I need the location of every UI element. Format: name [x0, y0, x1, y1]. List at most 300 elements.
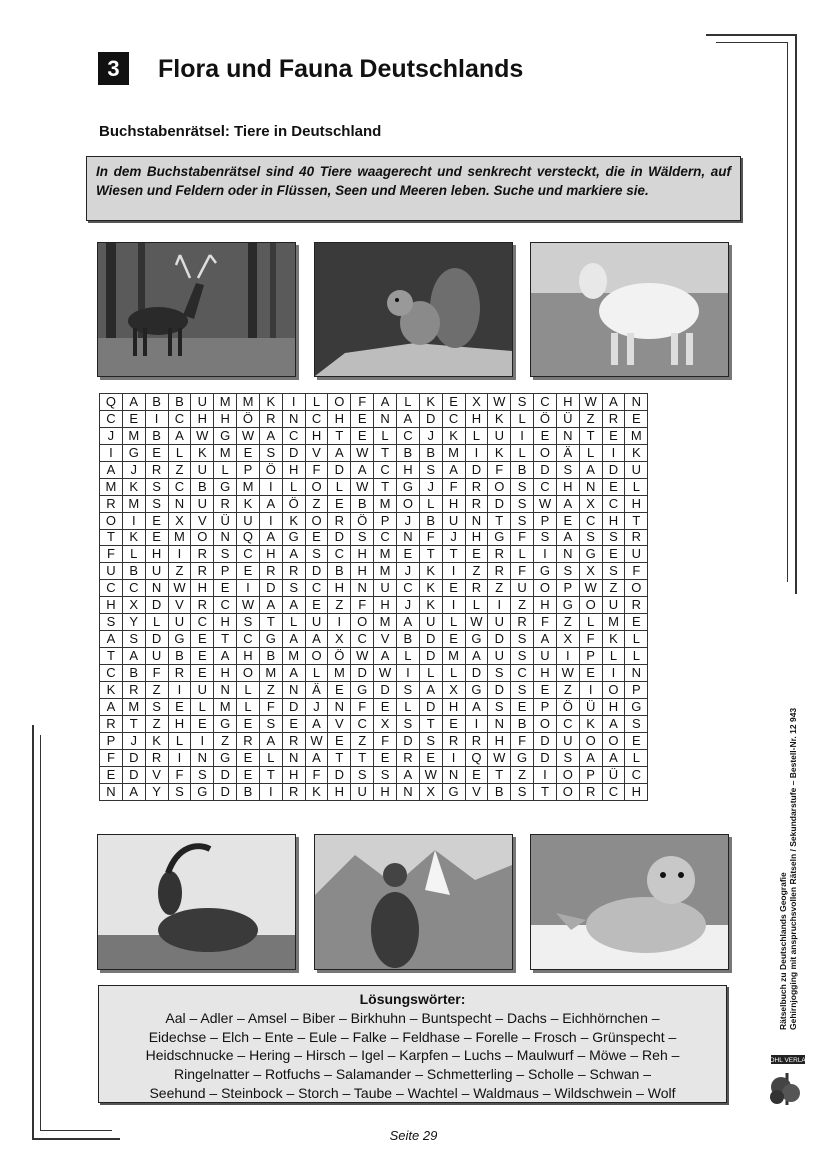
grid-cell[interactable]: A: [602, 749, 625, 766]
grid-cell[interactable]: M: [602, 614, 625, 631]
grid-cell[interactable]: W: [534, 495, 557, 512]
grid-cell[interactable]: E: [625, 614, 648, 631]
grid-cell[interactable]: A: [579, 749, 602, 766]
grid-cell[interactable]: K: [442, 427, 465, 444]
grid-cell[interactable]: D: [534, 461, 557, 478]
grid-cell[interactable]: M: [374, 546, 397, 563]
grid-cell[interactable]: T: [259, 614, 282, 631]
grid-cell[interactable]: S: [191, 766, 214, 783]
grid-cell[interactable]: I: [100, 444, 123, 461]
grid-cell[interactable]: S: [511, 394, 534, 411]
grid-cell[interactable]: J: [100, 427, 123, 444]
grid-cell[interactable]: R: [168, 665, 191, 682]
grid-cell[interactable]: D: [374, 681, 397, 698]
grid-cell[interactable]: A: [282, 665, 305, 682]
grid-cell[interactable]: O: [602, 732, 625, 749]
grid-cell[interactable]: K: [100, 681, 123, 698]
grid-cell[interactable]: R: [214, 495, 237, 512]
grid-cell[interactable]: M: [625, 427, 648, 444]
grid-cell[interactable]: X: [419, 783, 442, 800]
grid-cell[interactable]: E: [328, 681, 351, 698]
grid-cell[interactable]: T: [214, 631, 237, 648]
grid-cell[interactable]: V: [168, 597, 191, 614]
grid-cell[interactable]: N: [214, 529, 237, 546]
grid-cell[interactable]: N: [351, 580, 374, 597]
grid-cell[interactable]: H: [214, 614, 237, 631]
grid-cell[interactable]: D: [396, 732, 419, 749]
grid-cell[interactable]: H: [556, 478, 579, 495]
grid-cell[interactable]: B: [122, 665, 145, 682]
grid-cell[interactable]: A: [534, 631, 557, 648]
grid-cell[interactable]: I: [556, 648, 579, 665]
grid-cell[interactable]: Z: [328, 597, 351, 614]
grid-cell[interactable]: Ü: [579, 698, 602, 715]
grid-cell[interactable]: E: [237, 715, 260, 732]
grid-cell[interactable]: A: [259, 427, 282, 444]
grid-cell[interactable]: V: [374, 631, 397, 648]
grid-cell[interactable]: K: [602, 631, 625, 648]
grid-cell[interactable]: T: [579, 427, 602, 444]
grid-cell[interactable]: X: [328, 631, 351, 648]
grid-cell[interactable]: A: [305, 749, 328, 766]
grid-cell[interactable]: E: [442, 580, 465, 597]
grid-cell[interactable]: L: [396, 648, 419, 665]
grid-cell[interactable]: E: [374, 749, 397, 766]
grid-cell[interactable]: E: [602, 546, 625, 563]
grid-cell[interactable]: L: [442, 665, 465, 682]
grid-cell[interactable]: Q: [100, 394, 123, 411]
grid-cell[interactable]: G: [214, 427, 237, 444]
grid-cell[interactable]: U: [556, 732, 579, 749]
grid-cell[interactable]: L: [145, 614, 168, 631]
grid-cell[interactable]: A: [328, 444, 351, 461]
grid-cell[interactable]: W: [351, 648, 374, 665]
grid-cell[interactable]: U: [145, 563, 168, 580]
grid-cell[interactable]: N: [625, 665, 648, 682]
grid-cell[interactable]: X: [579, 495, 602, 512]
grid-cell[interactable]: I: [534, 766, 557, 783]
grid-cell[interactable]: O: [100, 512, 123, 529]
grid-cell[interactable]: W: [556, 665, 579, 682]
grid-cell[interactable]: S: [396, 681, 419, 698]
grid-cell[interactable]: H: [214, 410, 237, 427]
grid-cell[interactable]: F: [488, 461, 511, 478]
grid-cell[interactable]: B: [122, 563, 145, 580]
grid-cell[interactable]: F: [534, 614, 557, 631]
grid-cell[interactable]: W: [579, 394, 602, 411]
grid-cell[interactable]: G: [168, 631, 191, 648]
grid-cell[interactable]: D: [282, 698, 305, 715]
grid-cell[interactable]: E: [305, 597, 328, 614]
grid-cell[interactable]: W: [237, 597, 260, 614]
grid-cell[interactable]: E: [168, 698, 191, 715]
grid-cell[interactable]: H: [214, 665, 237, 682]
grid-cell[interactable]: Ü: [214, 512, 237, 529]
grid-cell[interactable]: R: [579, 783, 602, 800]
grid-cell[interactable]: C: [579, 512, 602, 529]
grid-cell[interactable]: A: [100, 461, 123, 478]
grid-cell[interactable]: D: [328, 461, 351, 478]
grid-cell[interactable]: N: [282, 681, 305, 698]
grid-cell[interactable]: N: [328, 698, 351, 715]
grid-cell[interactable]: L: [625, 749, 648, 766]
grid-cell[interactable]: H: [259, 546, 282, 563]
grid-cell[interactable]: H: [351, 563, 374, 580]
grid-cell[interactable]: U: [419, 614, 442, 631]
grid-cell[interactable]: Ö: [534, 410, 557, 427]
grid-cell[interactable]: L: [511, 410, 534, 427]
grid-cell[interactable]: T: [351, 749, 374, 766]
grid-cell[interactable]: O: [556, 766, 579, 783]
grid-cell[interactable]: A: [374, 394, 397, 411]
grid-cell[interactable]: S: [374, 766, 397, 783]
grid-cell[interactable]: I: [191, 732, 214, 749]
grid-cell[interactable]: K: [122, 478, 145, 495]
grid-cell[interactable]: L: [282, 614, 305, 631]
grid-cell[interactable]: H: [168, 715, 191, 732]
grid-cell[interactable]: S: [419, 461, 442, 478]
grid-cell[interactable]: Z: [168, 563, 191, 580]
grid-cell[interactable]: C: [534, 478, 557, 495]
grid-cell[interactable]: L: [579, 614, 602, 631]
grid-cell[interactable]: Z: [305, 495, 328, 512]
grid-cell[interactable]: C: [282, 427, 305, 444]
grid-cell[interactable]: H: [465, 529, 488, 546]
grid-cell[interactable]: Q: [465, 749, 488, 766]
grid-cell[interactable]: D: [465, 665, 488, 682]
grid-cell[interactable]: S: [511, 478, 534, 495]
grid-cell[interactable]: R: [100, 715, 123, 732]
grid-cell[interactable]: T: [488, 766, 511, 783]
grid-cell[interactable]: C: [396, 580, 419, 597]
grid-cell[interactable]: D: [488, 495, 511, 512]
grid-cell[interactable]: J: [305, 698, 328, 715]
grid-cell[interactable]: V: [465, 783, 488, 800]
grid-cell[interactable]: W: [168, 580, 191, 597]
grid-cell[interactable]: Z: [556, 614, 579, 631]
grid-cell[interactable]: C: [305, 410, 328, 427]
grid-cell[interactable]: K: [419, 394, 442, 411]
grid-cell[interactable]: A: [351, 461, 374, 478]
grid-cell[interactable]: R: [122, 681, 145, 698]
grid-cell[interactable]: I: [534, 546, 557, 563]
grid-cell[interactable]: T: [419, 546, 442, 563]
grid-cell[interactable]: U: [100, 563, 123, 580]
grid-cell[interactable]: G: [214, 478, 237, 495]
grid-cell[interactable]: E: [191, 665, 214, 682]
grid-cell[interactable]: L: [419, 665, 442, 682]
grid-cell[interactable]: X: [168, 512, 191, 529]
grid-cell[interactable]: H: [488, 732, 511, 749]
grid-cell[interactable]: R: [625, 529, 648, 546]
grid-cell[interactable]: Z: [259, 681, 282, 698]
grid-cell[interactable]: L: [396, 698, 419, 715]
grid-cell[interactable]: L: [625, 648, 648, 665]
grid-cell[interactable]: J: [396, 563, 419, 580]
grid-cell[interactable]: U: [191, 681, 214, 698]
grid-cell[interactable]: R: [191, 563, 214, 580]
grid-cell[interactable]: I: [602, 444, 625, 461]
grid-cell[interactable]: E: [191, 631, 214, 648]
grid-cell[interactable]: C: [122, 580, 145, 597]
grid-cell[interactable]: V: [191, 512, 214, 529]
grid-cell[interactable]: S: [168, 783, 191, 800]
grid-cell[interactable]: N: [145, 580, 168, 597]
grid-cell[interactable]: T: [419, 715, 442, 732]
grid-cell[interactable]: U: [602, 597, 625, 614]
grid-cell[interactable]: G: [122, 444, 145, 461]
grid-cell[interactable]: K: [419, 580, 442, 597]
grid-cell[interactable]: J: [419, 427, 442, 444]
grid-cell[interactable]: E: [602, 427, 625, 444]
grid-cell[interactable]: O: [488, 478, 511, 495]
grid-cell[interactable]: R: [465, 478, 488, 495]
grid-cell[interactable]: M: [214, 698, 237, 715]
grid-cell[interactable]: S: [511, 783, 534, 800]
grid-cell[interactable]: S: [602, 563, 625, 580]
grid-cell[interactable]: A: [419, 681, 442, 698]
grid-cell[interactable]: R: [237, 732, 260, 749]
grid-cell[interactable]: A: [259, 597, 282, 614]
grid-cell[interactable]: K: [305, 783, 328, 800]
grid-cell[interactable]: O: [305, 648, 328, 665]
grid-cell[interactable]: R: [191, 597, 214, 614]
grid-cell[interactable]: E: [351, 427, 374, 444]
grid-cell[interactable]: S: [625, 715, 648, 732]
grid-cell[interactable]: R: [396, 749, 419, 766]
grid-cell[interactable]: E: [442, 631, 465, 648]
grid-cell[interactable]: H: [100, 597, 123, 614]
grid-cell[interactable]: V: [145, 766, 168, 783]
grid-cell[interactable]: E: [442, 394, 465, 411]
grid-cell[interactable]: C: [351, 715, 374, 732]
grid-cell[interactable]: N: [396, 783, 419, 800]
grid-cell[interactable]: K: [282, 512, 305, 529]
grid-cell[interactable]: E: [534, 681, 557, 698]
grid-cell[interactable]: N: [556, 546, 579, 563]
grid-cell[interactable]: C: [168, 410, 191, 427]
grid-cell[interactable]: B: [168, 394, 191, 411]
grid-cell[interactable]: R: [259, 410, 282, 427]
grid-cell[interactable]: O: [534, 715, 557, 732]
grid-cell[interactable]: H: [305, 427, 328, 444]
grid-cell[interactable]: T: [100, 648, 123, 665]
grid-cell[interactable]: L: [511, 546, 534, 563]
grid-cell[interactable]: S: [556, 461, 579, 478]
grid-cell[interactable]: I: [465, 715, 488, 732]
grid-cell[interactable]: M: [374, 563, 397, 580]
grid-cell[interactable]: S: [145, 495, 168, 512]
grid-cell[interactable]: E: [122, 410, 145, 427]
grid-cell[interactable]: A: [100, 631, 123, 648]
grid-cell[interactable]: D: [419, 631, 442, 648]
grid-cell[interactable]: X: [556, 631, 579, 648]
grid-cell[interactable]: H: [145, 546, 168, 563]
grid-cell[interactable]: H: [328, 580, 351, 597]
grid-cell[interactable]: O: [305, 478, 328, 495]
grid-cell[interactable]: D: [488, 631, 511, 648]
grid-cell[interactable]: D: [214, 783, 237, 800]
grid-cell[interactable]: D: [328, 766, 351, 783]
grid-cell[interactable]: R: [282, 732, 305, 749]
grid-cell[interactable]: D: [534, 749, 557, 766]
grid-cell[interactable]: X: [122, 597, 145, 614]
grid-cell[interactable]: D: [122, 749, 145, 766]
grid-cell[interactable]: C: [374, 461, 397, 478]
grid-cell[interactable]: Z: [556, 681, 579, 698]
grid-cell[interactable]: A: [168, 427, 191, 444]
grid-cell[interactable]: X: [579, 563, 602, 580]
grid-cell[interactable]: R: [602, 410, 625, 427]
grid-cell[interactable]: U: [534, 648, 557, 665]
grid-cell[interactable]: U: [351, 783, 374, 800]
grid-cell[interactable]: E: [305, 529, 328, 546]
grid-cell[interactable]: W: [419, 766, 442, 783]
grid-cell[interactable]: Z: [214, 732, 237, 749]
grid-cell[interactable]: E: [237, 444, 260, 461]
grid-cell[interactable]: F: [351, 597, 374, 614]
grid-cell[interactable]: L: [579, 444, 602, 461]
grid-cell[interactable]: M: [214, 444, 237, 461]
grid-cell[interactable]: I: [328, 614, 351, 631]
grid-cell[interactable]: V: [328, 715, 351, 732]
grid-cell[interactable]: O: [534, 444, 557, 461]
grid-cell[interactable]: B: [419, 444, 442, 461]
grid-cell[interactable]: Ü: [556, 410, 579, 427]
grid-cell[interactable]: S: [511, 631, 534, 648]
grid-cell[interactable]: G: [511, 749, 534, 766]
grid-cell[interactable]: H: [556, 394, 579, 411]
grid-cell[interactable]: W: [191, 427, 214, 444]
grid-cell[interactable]: B: [511, 461, 534, 478]
grid-cell[interactable]: S: [145, 478, 168, 495]
grid-cell[interactable]: N: [191, 749, 214, 766]
grid-cell[interactable]: G: [259, 631, 282, 648]
grid-cell[interactable]: D: [328, 529, 351, 546]
grid-cell[interactable]: E: [396, 546, 419, 563]
grid-cell[interactable]: D: [214, 766, 237, 783]
grid-cell[interactable]: M: [259, 665, 282, 682]
grid-cell[interactable]: A: [602, 394, 625, 411]
grid-cell[interactable]: V: [305, 444, 328, 461]
grid-cell[interactable]: G: [282, 529, 305, 546]
grid-cell[interactable]: P: [556, 580, 579, 597]
grid-cell[interactable]: A: [122, 394, 145, 411]
grid-cell[interactable]: R: [191, 546, 214, 563]
grid-cell[interactable]: H: [282, 766, 305, 783]
grid-cell[interactable]: K: [625, 444, 648, 461]
grid-cell[interactable]: E: [237, 766, 260, 783]
grid-cell[interactable]: P: [625, 681, 648, 698]
grid-cell[interactable]: C: [442, 410, 465, 427]
grid-cell[interactable]: N: [396, 529, 419, 546]
grid-cell[interactable]: S: [100, 614, 123, 631]
grid-cell[interactable]: A: [374, 648, 397, 665]
grid-cell[interactable]: I: [259, 478, 282, 495]
grid-cell[interactable]: N: [579, 478, 602, 495]
grid-cell[interactable]: A: [396, 766, 419, 783]
grid-cell[interactable]: I: [168, 749, 191, 766]
grid-cell[interactable]: C: [100, 665, 123, 682]
grid-cell[interactable]: F: [145, 665, 168, 682]
grid-cell[interactable]: M: [328, 665, 351, 682]
grid-cell[interactable]: N: [282, 410, 305, 427]
grid-cell[interactable]: H: [374, 783, 397, 800]
grid-cell[interactable]: S: [237, 614, 260, 631]
grid-cell[interactable]: T: [625, 512, 648, 529]
grid-cell[interactable]: S: [419, 732, 442, 749]
grid-cell[interactable]: I: [511, 427, 534, 444]
grid-cell[interactable]: P: [100, 732, 123, 749]
grid-cell[interactable]: B: [259, 648, 282, 665]
grid-cell[interactable]: C: [237, 631, 260, 648]
grid-cell[interactable]: I: [579, 681, 602, 698]
grid-cell[interactable]: N: [488, 715, 511, 732]
grid-cell[interactable]: P: [579, 766, 602, 783]
grid-cell[interactable]: C: [511, 665, 534, 682]
grid-cell[interactable]: S: [556, 563, 579, 580]
grid-cell[interactable]: A: [214, 648, 237, 665]
grid-cell[interactable]: C: [374, 529, 397, 546]
grid-cell[interactable]: R: [488, 563, 511, 580]
grid-cell[interactable]: G: [191, 783, 214, 800]
grid-cell[interactable]: H: [442, 495, 465, 512]
grid-cell[interactable]: K: [259, 394, 282, 411]
grid-cell[interactable]: K: [122, 529, 145, 546]
grid-cell[interactable]: C: [214, 597, 237, 614]
grid-cell[interactable]: A: [282, 631, 305, 648]
grid-cell[interactable]: G: [396, 478, 419, 495]
grid-cell[interactable]: N: [556, 427, 579, 444]
grid-cell[interactable]: B: [396, 631, 419, 648]
grid-cell[interactable]: M: [100, 478, 123, 495]
grid-cell[interactable]: H: [237, 648, 260, 665]
grid-cell[interactable]: A: [396, 410, 419, 427]
grid-cell[interactable]: M: [168, 529, 191, 546]
grid-cell[interactable]: Q: [237, 529, 260, 546]
grid-cell[interactable]: J: [122, 732, 145, 749]
grid-cell[interactable]: T: [442, 546, 465, 563]
grid-cell[interactable]: H: [602, 512, 625, 529]
grid-cell[interactable]: C: [534, 394, 557, 411]
grid-cell[interactable]: I: [396, 665, 419, 682]
grid-cell[interactable]: L: [396, 394, 419, 411]
grid-cell[interactable]: B: [396, 444, 419, 461]
grid-cell[interactable]: B: [237, 783, 260, 800]
grid-cell[interactable]: R: [442, 732, 465, 749]
grid-cell[interactable]: L: [511, 444, 534, 461]
grid-cell[interactable]: L: [465, 427, 488, 444]
grid-cell[interactable]: T: [328, 749, 351, 766]
grid-cell[interactable]: C: [625, 766, 648, 783]
grid-cell[interactable]: D: [145, 631, 168, 648]
grid-cell[interactable]: O: [328, 394, 351, 411]
grid-cell[interactable]: Z: [511, 597, 534, 614]
grid-cell[interactable]: R: [145, 749, 168, 766]
grid-cell[interactable]: B: [488, 783, 511, 800]
grid-cell[interactable]: G: [214, 715, 237, 732]
grid-cell[interactable]: E: [145, 444, 168, 461]
grid-cell[interactable]: A: [579, 461, 602, 478]
grid-cell[interactable]: W: [579, 580, 602, 597]
grid-cell[interactable]: F: [305, 766, 328, 783]
grid-cell[interactable]: W: [237, 427, 260, 444]
grid-cell[interactable]: L: [374, 427, 397, 444]
grid-cell[interactable]: K: [191, 444, 214, 461]
grid-cell[interactable]: N: [374, 410, 397, 427]
grid-cell[interactable]: F: [511, 563, 534, 580]
grid-cell[interactable]: H: [442, 698, 465, 715]
